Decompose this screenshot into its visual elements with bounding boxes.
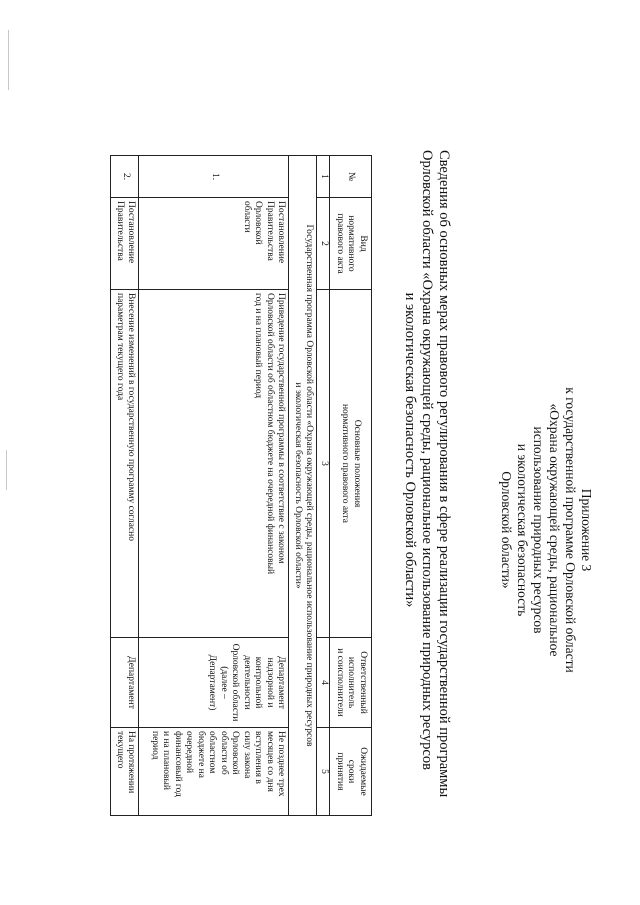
appendix-line: использование природных ресурсов (531, 426, 546, 634)
column-number: 5 (317, 728, 330, 816)
cell-line: Правительства (115, 201, 125, 261)
appendix-caption (498, 365, 594, 695)
header-line: Вид (357, 235, 368, 252)
title-line: и экологическая безопасность Орловской области» (402, 292, 418, 608)
header-line: Ожидаемые (357, 747, 368, 796)
cell-line: Департамент (126, 656, 137, 709)
appendix-line: Приложение 3 (579, 488, 594, 572)
header-executor (330, 638, 372, 728)
cell-line: (далее – (219, 666, 229, 699)
cell-line: Орловской области (230, 643, 241, 722)
row-executor (111, 638, 139, 728)
row-number: 2. (111, 156, 139, 198)
cell-line: контрольной (253, 656, 264, 709)
cell-line: области (242, 201, 252, 233)
header-provisions (330, 290, 372, 638)
column-number: 4 (317, 638, 330, 728)
measures-table (111, 155, 373, 816)
row-executor (139, 638, 289, 728)
header-line: принятия (334, 752, 345, 791)
header-line: правового акта (334, 213, 345, 274)
program-section-row (289, 156, 317, 816)
document-title (401, 150, 452, 798)
cell-line: Постановление (126, 201, 137, 264)
title-line: Орловской области «Охрана окружающей среды, рациональное использование природных ресурсов (419, 150, 435, 770)
cell-line: На протяжении (126, 731, 137, 794)
cell-line: Приведение государственной программы в соответствие с законом (276, 293, 287, 564)
row-term (139, 728, 289, 816)
cell-line: год и на плановый период (253, 293, 264, 399)
cell-line: надзорной и (265, 657, 275, 708)
appendix-line: «Охрана окружающей среды, рациональное (547, 403, 562, 657)
cell-line: Не позднее трех (276, 731, 287, 797)
column-number: 3 (317, 290, 330, 638)
cell-line: деятельности (242, 655, 252, 710)
header-line: Ответственный (357, 651, 368, 714)
column-number-row (317, 156, 330, 816)
cell-line: области об (219, 731, 229, 775)
header-act-type (330, 198, 372, 290)
header-line: сроки (346, 759, 357, 784)
cell-line: текущего (115, 731, 125, 769)
row-term (111, 728, 139, 816)
row-act-type (111, 198, 139, 290)
header-line: исполнитель (346, 656, 357, 709)
cell-line: вступления в (253, 731, 264, 784)
cell-line: месяцев со дня (265, 731, 275, 792)
table-row (139, 156, 289, 816)
table-row (111, 156, 139, 816)
cell-line: Орловской области об областном бюджете на очередной финансовый (265, 293, 275, 575)
column-number: 2 (317, 198, 330, 290)
cell-line: Постановление (276, 201, 287, 264)
section-line: и экологическая безопасность Орловской области» (293, 382, 303, 589)
table-header-row (330, 156, 372, 816)
cell-line: очередной (184, 731, 195, 774)
cell-line: Департамент (276, 656, 287, 709)
cell-line: бюджете на (196, 731, 206, 778)
header-line: Основные положения (352, 419, 362, 508)
header-no: № (330, 156, 372, 198)
appendix-line: Орловской области» (499, 471, 514, 589)
cell-line: и на плановый (161, 731, 172, 790)
cell-line: Орловской (253, 201, 264, 245)
cell-line: период (150, 731, 160, 760)
cell-line: Департамент) (207, 654, 218, 711)
section-line: Государственная программа Орловской области «Охрана окружающей среды, рациональное использование природных ресурсов (304, 224, 315, 747)
header-line: нормативного (346, 215, 357, 272)
cell-line: силу закона (242, 731, 252, 779)
row-number: 1. (139, 156, 289, 198)
row-act-type (139, 198, 289, 290)
column-number: 1 (317, 156, 330, 198)
cell-line: Внесение изменений в государственную программу согласно (126, 293, 137, 541)
cell-line: областном (207, 731, 218, 774)
header-line: и соисполнители (334, 648, 345, 717)
title-line: Сведения об основных мерах правового регулирования в сфере реализации государственной программы (436, 150, 452, 798)
row-provisions (111, 290, 139, 638)
cell-line: параметрам текущего года (115, 293, 125, 401)
program-section-title (289, 156, 317, 816)
header-line: нормативного правового акта (340, 403, 351, 524)
row-provisions (139, 290, 289, 638)
cell-line: Правительства (265, 201, 275, 261)
cell-line: Орловской (230, 731, 241, 775)
appendix-line: и экологическая безопасность (515, 443, 530, 617)
appendix-line: к государственной программе Орловской области (563, 387, 578, 673)
header-term (330, 728, 372, 816)
cell-line: финансовый год (173, 731, 183, 797)
